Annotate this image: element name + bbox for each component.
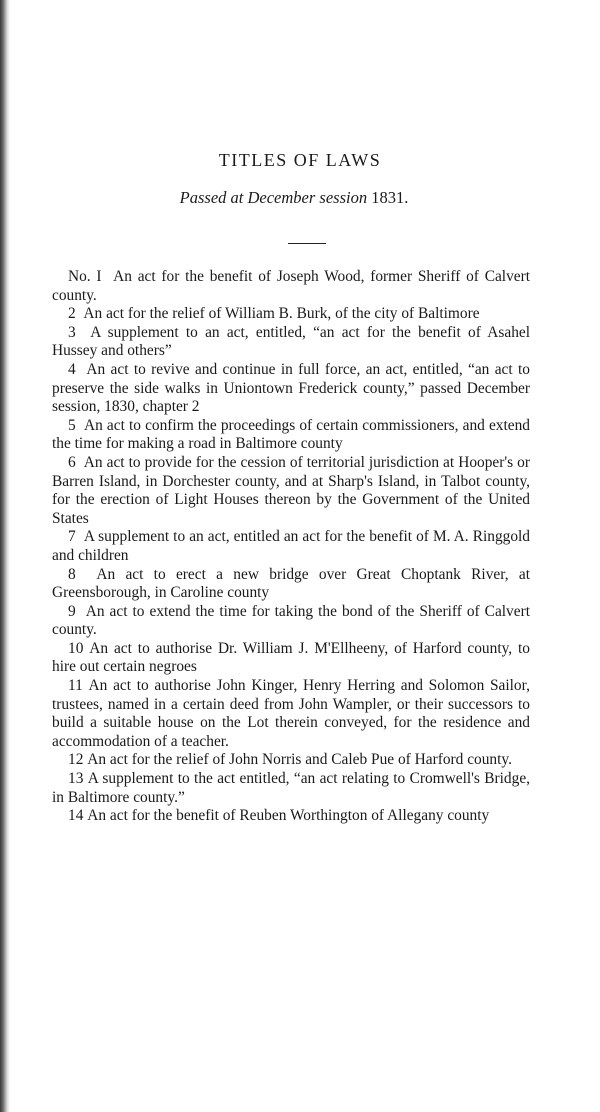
law-entry (52, 454, 530, 528)
law-title: An act for the relief of John Norris and Caleb Pue of Harford county. (87, 751, 512, 769)
law-entry (52, 677, 530, 751)
law-entry (52, 417, 530, 454)
law-title: A supplement to an act, entitled, “an act for the benefit of Asahel Hussey and others” (52, 323, 530, 360)
law-number: No. I (68, 268, 102, 285)
law-title: A supplement to the act entitled, “an act relating to Cromwell's Bridge, in Baltimore county.” (52, 770, 530, 806)
law-title: A supplement to an act, entitled an act for the benefit of M. A. Ringgold and children (52, 528, 530, 564)
law-number: 8 (68, 565, 76, 583)
law-number: 5 (68, 416, 76, 434)
law-number: 7 (68, 528, 76, 546)
law-title: An act for the benefit of Joseph Wood, former Sheriff of Calvert county. (52, 268, 530, 304)
law-title: An act to extend the time for taking the bond of the Sheriff of Calvert county. (52, 602, 530, 639)
law-title: An act to confirm the proceedings of certain commissioners, and extend the time for making a road in Baltimore county (52, 416, 530, 453)
law-entry (52, 268, 530, 305)
law-number: 10 (68, 639, 84, 657)
law-entry (52, 361, 530, 417)
law-entry (52, 807, 530, 826)
law-entry (52, 324, 530, 361)
subtitle-text: Passed at December session (179, 188, 368, 207)
law-title: An act to authorise John Kinger, Henry Herring and Solomon Sailor, trustees, named in a certain deed from John Wampler, or their successors to build a suitable house on the Lot therein conveyed, for the residence and accommodation of a teacher. (52, 677, 530, 750)
law-number: 9 (68, 602, 76, 620)
laws-list (52, 268, 530, 826)
law-number: 6 (68, 453, 76, 471)
law-title: An act to provide for the cession of territorial jurisdiction at Hooper's or Barren Island, in Dorchester county, and at Sharp's Island, in Talbot county, for the erection of Light Houses thereon by the Government of the United States (52, 453, 530, 527)
law-title: An act to erect a new bridge over Great Choptank River, at Greensborough, in Caroline county (52, 565, 530, 602)
law-entry (52, 640, 530, 677)
law-entry (52, 751, 530, 770)
law-number: 13 (68, 770, 84, 788)
page-title: TITLES OF LAWS (218, 150, 382, 170)
page-subtitle (0, 188, 588, 208)
law-number: 2 (68, 305, 76, 323)
law-entry (52, 528, 530, 565)
law-title: An act for the benefit of Reuben Worthington of Allegany county (87, 807, 490, 825)
law-title: An act to authorise Dr. William J. M'Ellheeny, of Harford county, to hire out certain negroes (52, 639, 530, 676)
law-title: An act for the relief of William B. Burk, of the city of Baltimore (83, 305, 480, 323)
law-entry (52, 305, 530, 324)
law-entry (52, 566, 530, 603)
law-title: An act to revive and continue in full force, an act, entitled, “an act to preserve the side walks in Uniontown Frederick county,” passed December session, 1830, chapter 2 (52, 360, 530, 416)
law-number: 11 (68, 677, 83, 695)
law-entry (52, 770, 530, 807)
subtitle-year: 1831. (371, 188, 409, 207)
law-number: 3 (68, 323, 76, 341)
divider-rule (288, 243, 326, 244)
law-number: 14 (68, 807, 84, 825)
law-number: 12 (68, 751, 84, 769)
law-number: 4 (68, 360, 76, 378)
law-entry (52, 603, 530, 640)
